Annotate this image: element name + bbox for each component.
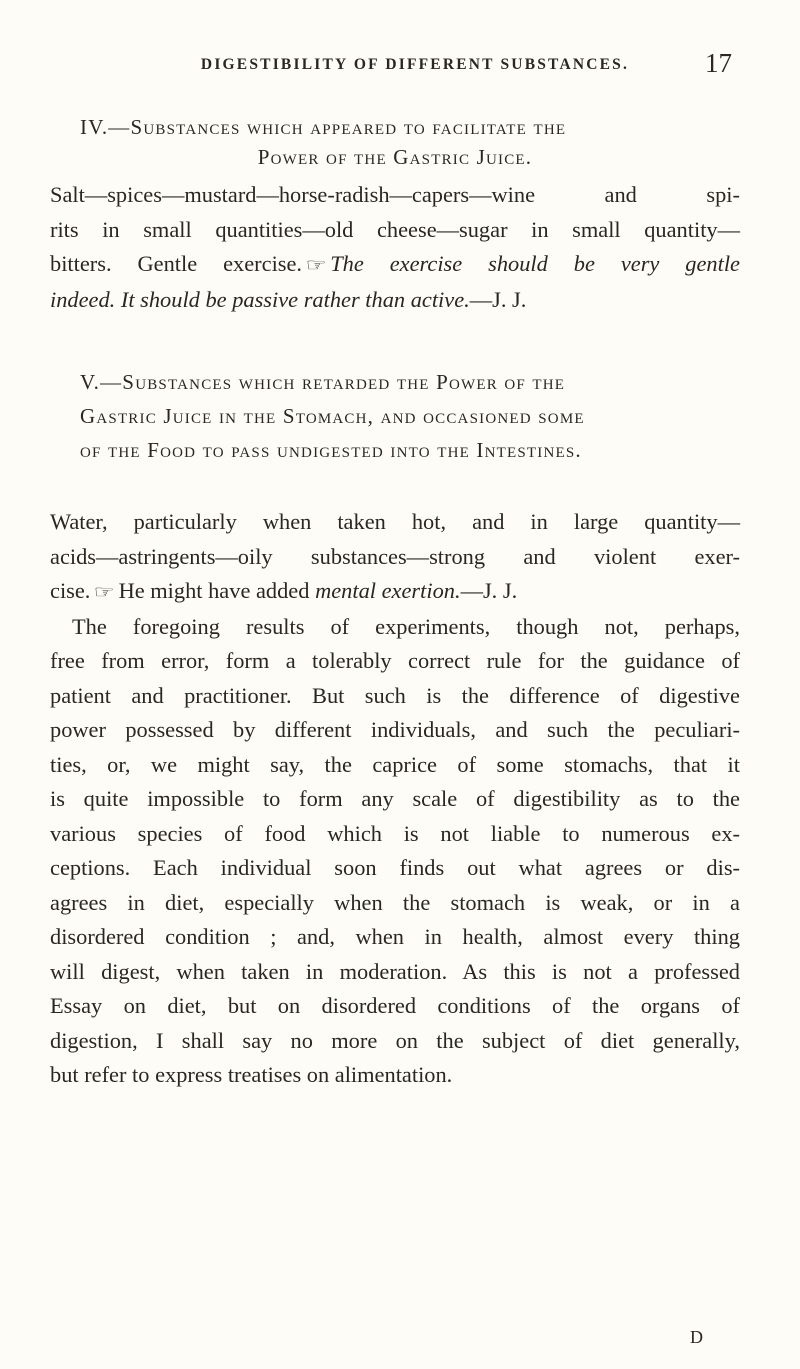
section-v-paragraph: [50, 505, 740, 610]
text-line: digestion, I shall say no more on the subject of diet generally,: [50, 1027, 740, 1053]
section-v-heading-line3: of the Food to pass undigested into the Intestines.: [80, 438, 582, 462]
running-head: DIGESTIBILITY OF DIFFERENT SUBSTANCES.: [200, 56, 630, 73]
section-v-heading-line1: V.—Substances which retarded the Power of the: [80, 370, 566, 394]
text-line: ties, or, we might say, the caprice of some stomachs, that it: [50, 751, 740, 777]
text-line: various species of food which is not liable to numerous ex-: [50, 820, 740, 846]
pointing-hand-icon: ☞: [305, 255, 327, 275]
text-line: Water, particularly when taken hot, and in large quantity—: [50, 509, 740, 534]
section-iv-paragraph: [50, 178, 740, 317]
text-line: acids—astringents—oily substances—strong and violent exer-: [50, 543, 740, 569]
text-line: power possessed by different individuals, and such the peculiari-: [50, 717, 740, 742]
text-line: disordered condition ; and, when in health, almost every thing: [50, 924, 740, 949]
section-iv-heading-line1: IV.—Substances which appeared to facilitate the: [80, 115, 567, 139]
text-line: free from error, form a tolerably correct rule for the guidance of: [50, 648, 740, 673]
text-line: Salt—spices—mustard—horse-radish—capers—wine and spi-: [50, 182, 740, 207]
text-line: rits in small quantities—old cheese—sugar in small quantity—: [50, 216, 740, 242]
page-number: 17: [705, 48, 732, 78]
text-line: agrees in diet, especially when the stomach is weak, or in a: [50, 889, 740, 915]
text-line: but refer to express treatises on alimentation.: [50, 1062, 453, 1087]
section-iv-heading-line2: Power of the Gastric Juice.: [257, 145, 533, 169]
section-v: [50, 367, 740, 1093]
text-line: bitters. Gentle exercise. ☞ The exercise should be very gentle: [50, 247, 740, 283]
signature-mark: D: [690, 1327, 703, 1347]
text-line: The foregoing results of experiments, though not, perhaps,: [72, 613, 740, 639]
pointing-hand-icon: ☞: [94, 582, 115, 602]
text-line: ceptions. Each individual soon finds out what agrees or dis-: [50, 855, 740, 880]
text-line: Essay on diet, but on disordered conditions of the organs of: [50, 993, 740, 1018]
text-line: patient and practitioner. But such is the difference of digestive: [50, 682, 740, 708]
text-line: indeed. It should be passive rather than active.—J. J.: [50, 286, 527, 312]
section-v-heading-line2: Gastric Juice in the Stomach, and occasioned some: [80, 404, 585, 428]
text-line: is quite impossible to form any scale of digestibility as to the: [50, 786, 740, 811]
text-line: will digest, when taken in moderation. As this is not a professed: [50, 958, 740, 984]
body-paragraph: [50, 610, 740, 1093]
text-line: cise. ☞ He might have added mental exertion.—J. J.: [50, 574, 740, 610]
section-iv: [50, 112, 740, 317]
